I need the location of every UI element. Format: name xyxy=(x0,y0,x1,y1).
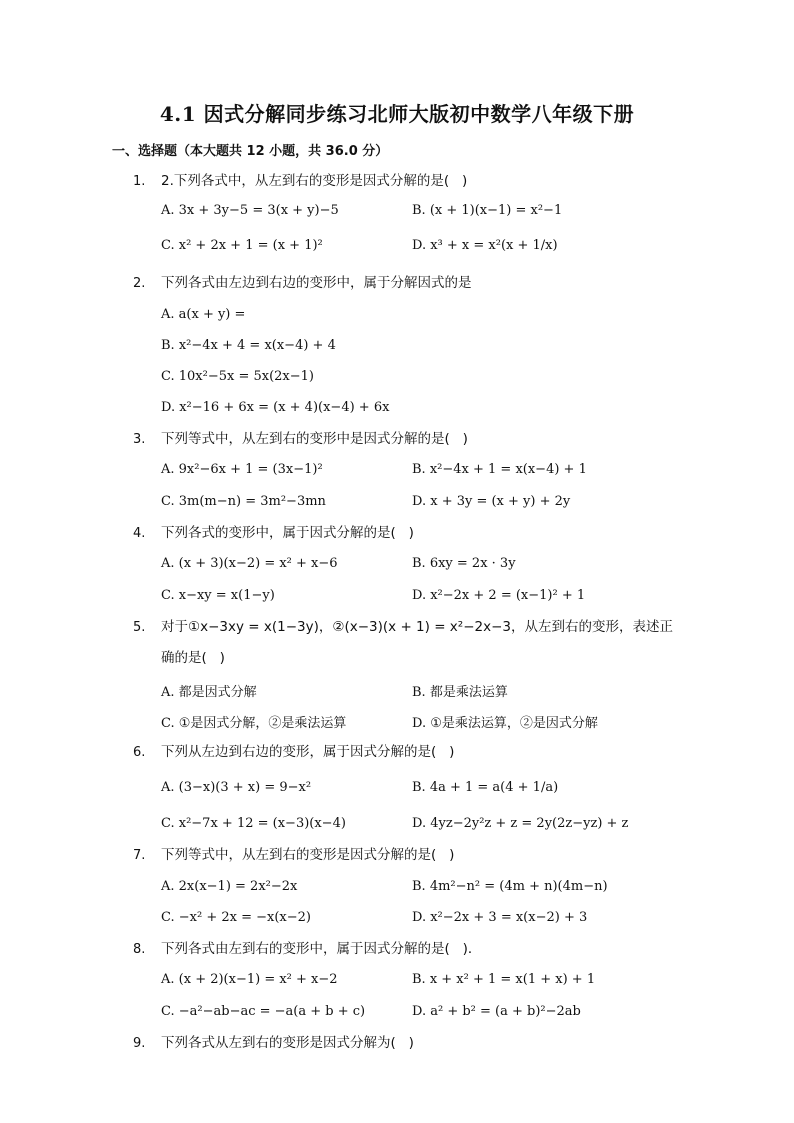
option-c: C. −a²−ab−ac = −a(a + b + c) xyxy=(161,1004,366,1019)
option-c: C. ①是因式分解，②是乘法运算 xyxy=(161,716,347,731)
question-number: 4. xyxy=(133,526,146,541)
option-a: A. 都是因式分解 xyxy=(161,685,257,700)
question-number: 7. xyxy=(133,848,146,863)
question-number: 1. xyxy=(133,174,146,189)
question-number: 6. xyxy=(133,745,146,760)
option-d: D. x²−2x + 2 = (x−1)² + 1 xyxy=(412,588,586,603)
option-d: D. x²−16 + 6x = (x + 4)(x−4) + 6x xyxy=(161,400,390,415)
option-b: B. (x + 1)(x−1) = x²−1 xyxy=(412,203,563,218)
question-number: 5. xyxy=(133,620,146,635)
option-d: D. ①是乘法运算，②是因式分解 xyxy=(412,716,598,731)
option-a: A. 9x²−6x + 1 = (3x−1)² xyxy=(161,462,323,477)
question-number: 3. xyxy=(133,432,146,447)
option-c: C. x²−7x + 12 = (x−3)(x−4) xyxy=(161,816,346,831)
question-stem: 对于①x−3xy = x(1−3y)，②(x−3)(x + 1) = x²−2x−3，从左到右的变形，表述正确的是( ) xyxy=(161,619,673,666)
option-a: A. (3−x)(3 + x) = 9−x² xyxy=(161,780,312,795)
option-c: C. x² + 2x + 1 = (x + 1)² xyxy=(161,238,323,253)
option-d: D. x³ + x = x²(x + 1/x) xyxy=(412,238,558,253)
option-a: A. (x + 3)(x−2) = x² + x−6 xyxy=(161,556,338,571)
question-stem: 下列等式中，从左到右的变形中是因式分解的是( ) xyxy=(161,431,468,447)
option-b: B. 4a + 1 = a(4 + 1/a) xyxy=(412,780,559,795)
option-a: A. a(x + y) = xyxy=(161,307,246,322)
option-a: A. 2x(x−1) = 2x²−2x xyxy=(161,879,298,894)
option-b: B. x + x² + 1 = x(1 + x) + 1 xyxy=(412,972,596,987)
question-stem: 下列各式由左边到右边的变形中，属于分解因式的是 xyxy=(161,275,472,291)
question-stem: 下列各式从左到右的变形是因式分解为( ) xyxy=(161,1035,414,1051)
question-stem: 下列从左边到右边的变形，属于因式分解的是( ) xyxy=(161,744,455,760)
option-d: D. a² + b² = (a + b)²−2ab xyxy=(412,1004,581,1019)
question-number: 8. xyxy=(133,942,146,957)
option-c: C. 3m(m−n) = 3m²−3mn xyxy=(161,494,326,509)
question-stem: 2.下列各式中，从左到右的变形是因式分解的是( ) xyxy=(161,173,468,189)
option-a: A. (x + 2)(x−1) = x² + x−2 xyxy=(161,972,338,987)
option-a: A. 3x + 3y−5 = 3(x + y)−5 xyxy=(161,203,339,218)
page-title: 4.1 因式分解同步练习北师大版初中数学八年级下册 xyxy=(159,102,635,126)
question-number: 9. xyxy=(133,1036,146,1051)
option-d: D. x²−2x + 3 = x(x−2) + 3 xyxy=(412,910,588,925)
question-number: 2. xyxy=(133,276,146,291)
option-b: B. 6xy = 2x · 3y xyxy=(412,556,516,571)
option-b: B. x²−4x + 4 = x(x−4) + 4 xyxy=(161,338,336,353)
section-heading: 一、选择题（本大题共 12 小题，共 36.0 分） xyxy=(112,144,389,159)
option-c: C. x−xy = x(1−y) xyxy=(161,588,275,603)
option-b: B. 4m²−n² = (4m + n)(4m−n) xyxy=(412,879,608,894)
option-c: C. 10x²−5x = 5x(2x−1) xyxy=(161,369,314,384)
option-c: C. −x² + 2x = −x(x−2) xyxy=(161,910,311,925)
option-b: B. x²−4x + 1 = x(x−4) + 1 xyxy=(412,462,587,477)
option-d: D. x + 3y = (x + y) + 2y xyxy=(412,494,571,509)
question-stem: 下列等式中，从左到右的变形是因式分解的是( ) xyxy=(161,847,455,863)
question-stem: 下列各式的变形中，属于因式分解的是( ) xyxy=(161,525,414,541)
question-stem: 下列各式由左到右的变形中，属于因式分解的是( )． xyxy=(161,941,482,957)
option-d: D. 4yz−2y²z + z = 2y(2z−yz) + z xyxy=(412,816,629,831)
option-b: B. 都是乘法运算 xyxy=(412,685,508,700)
